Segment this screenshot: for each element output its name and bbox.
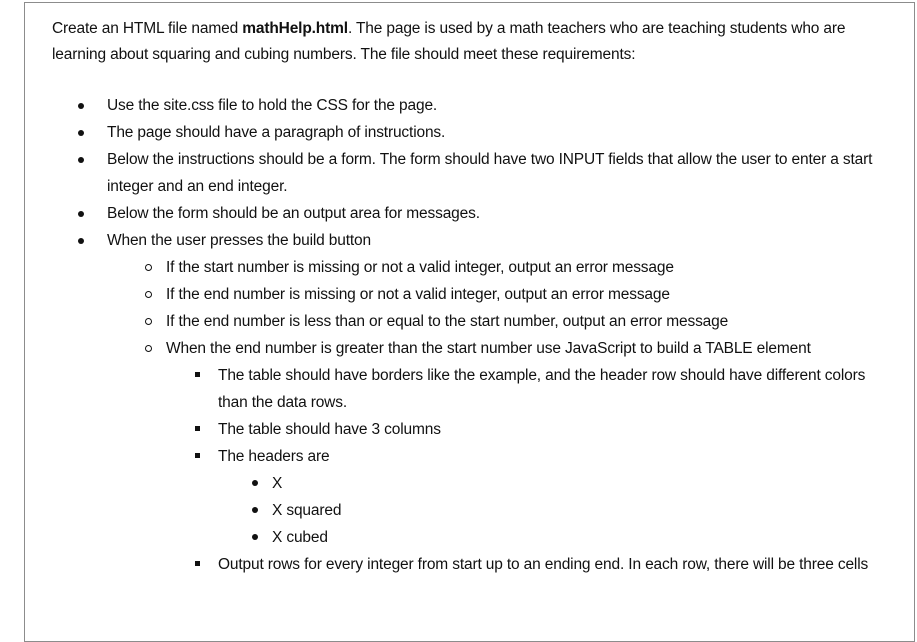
table-requirements-list xyxy=(200,362,892,578)
table-requirement-item xyxy=(200,416,892,443)
requirement-text: Below the form should be an output area for messages. xyxy=(107,205,480,222)
requirement-text: When the user presses the build button xyxy=(107,232,371,249)
condition-item xyxy=(147,254,892,281)
condition-text: If the start number is missing or not a valid integer, output an error message xyxy=(166,259,674,276)
header-text: X cubed xyxy=(272,529,328,546)
bullet-icon xyxy=(252,480,258,486)
bullet-icon xyxy=(78,211,84,217)
table-requirement-text: Output rows for every integer from start up to an ending end. In each row, there will be three cells xyxy=(218,556,869,573)
condition-text: If the end number is less than or equal to the start number, output an error message xyxy=(166,313,729,330)
bullet-icon xyxy=(78,238,84,244)
requirement-item xyxy=(52,227,892,578)
requirement-text: Use the site.css file to hold the CSS for the page. xyxy=(107,97,438,114)
requirement-item xyxy=(52,146,892,200)
intro-text-after: . The page is used by a math teachers who are teaching students who are learning about squaring and cubing numbers. The file should meet these requirements: xyxy=(52,20,846,63)
bullet-icon xyxy=(78,103,84,109)
header-item xyxy=(254,524,892,551)
hollow-circle-bullet-icon xyxy=(145,264,152,271)
hollow-circle-bullet-icon xyxy=(145,345,152,352)
square-bullet-icon xyxy=(195,453,200,458)
requirement-item xyxy=(52,200,892,227)
build-conditions-list xyxy=(147,254,892,578)
document-body xyxy=(52,16,892,578)
requirement-item xyxy=(52,119,892,146)
table-requirement-item xyxy=(200,443,892,551)
bullet-icon xyxy=(252,534,258,540)
requirements-list xyxy=(52,92,892,578)
header-text: X xyxy=(272,475,283,492)
bullet-icon xyxy=(78,157,84,163)
table-requirement-text: The table should have borders like the example, and the header row should have different colors than the data rows. xyxy=(218,367,866,411)
bullet-icon xyxy=(252,507,258,513)
hollow-circle-bullet-icon xyxy=(145,291,152,298)
headers-list xyxy=(254,470,892,551)
requirement-item xyxy=(52,92,892,119)
condition-text: When the end number is greater than the start number use JavaScript to build a TABLE element xyxy=(166,340,811,357)
bullet-icon xyxy=(78,130,84,136)
header-item xyxy=(254,470,892,497)
hollow-circle-bullet-icon xyxy=(145,318,152,325)
condition-item xyxy=(147,281,892,308)
intro-filename: mathHelp.html xyxy=(242,20,348,37)
requirement-text: The page should have a paragraph of instructions. xyxy=(107,124,446,141)
square-bullet-icon xyxy=(195,372,200,377)
table-requirement-text: The table should have 3 columns xyxy=(218,421,441,438)
header-item xyxy=(254,497,892,524)
intro-text-before: Create an HTML file named xyxy=(52,20,243,37)
condition-item xyxy=(147,335,892,578)
table-requirement-item xyxy=(200,551,892,578)
condition-item xyxy=(147,308,892,335)
condition-text: If the end number is missing or not a valid integer, output an error message xyxy=(166,286,670,303)
square-bullet-icon xyxy=(195,426,200,431)
table-requirement-item xyxy=(200,362,892,416)
header-text: X squared xyxy=(272,502,342,519)
square-bullet-icon xyxy=(195,561,200,566)
requirement-text: Below the instructions should be a form. The form should have two INPUT fields that allow the user to enter a start integer and an end integer. xyxy=(107,151,873,195)
intro-paragraph xyxy=(52,16,892,68)
table-requirement-text: The headers are xyxy=(218,448,330,465)
